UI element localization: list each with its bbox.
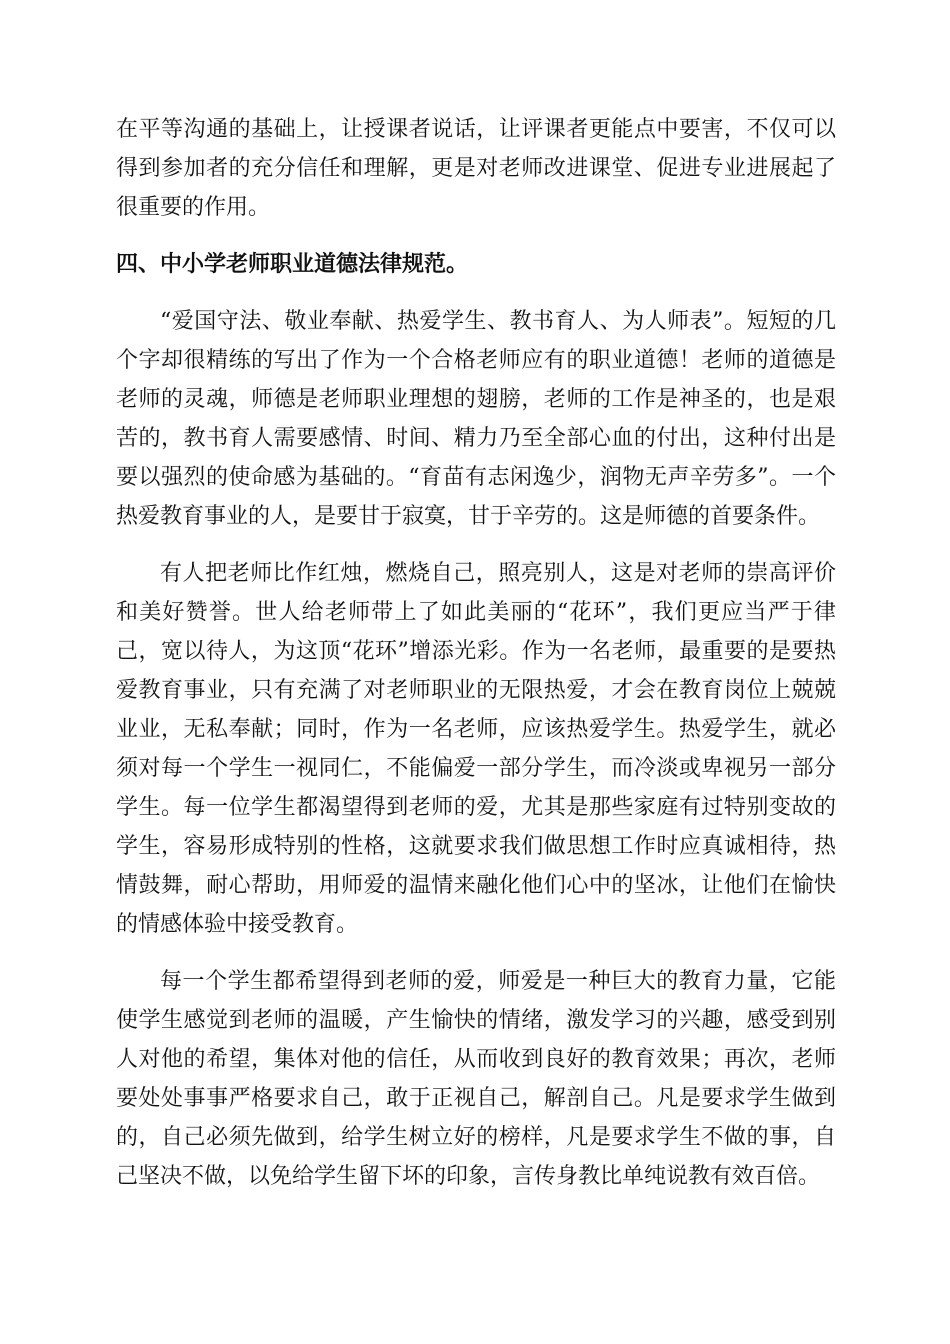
paragraph-intro: 在平等沟通的基础上，让授课者说话，让评课者更能点中要害，不仅可以得到参加者的充分信任和理解，更是对老师改进课堂、促进专业进展起了很重要的作用。 — [116, 117, 836, 220]
document-body — [116, 110, 836, 1214]
paragraph-teacher-love: 每一个学生都希望得到老师的爱，师爱是一种巨大的教育力量，它能使学生感觉到老师的温暖，产生愉快的情绪，激发学习的兴趣，感受到别人对他的希望，集体对他的信任，从而收到良好的教育效果；再次，老师要处处事事严格要求自己，敢于正视自己，解剖自己。凡是要求学生做到的，自己必须先做到，给学生树立好的榜样，凡是要求学生不做的事，自己坚决不做，以免给学生留下坏的印象，言传身教比单纯说教有效百倍。 — [116, 969, 836, 1189]
paragraph-red-candle: 有人把老师比作红烛，燃烧自己，照亮别人，这是对老师的崇高评价和美好赞誉。世人给老师带上了如此美丽的“花环”，我们更应当严于律己，宽以待人，为这顶“花环”增添光彩。作为一名老师，最重要的是要热爱教育事业，只有充满了对老师职业的无限热爱，才会在教育岗位上兢兢业业，无私奉献；同时，作为一名老师，应该热爱学生。热爱学生，就必须对每一个学生一视同仁，不能偏爱一部分学生，而冷淡或卑视另一部分学生。每一位学生都渴望得到老师的爱，尤其是那些家庭有过特别变故的学生，容易形成特别的性格，这就要求我们做思想工作时应真诚相待，热情鼓舞，耐心帮助，用师爱的温情来融化他们心中的坚冰，让他们在愉快的情感体验中接受教育。 — [116, 561, 836, 937]
paragraph-ethics-code: “爱国守法、敬业奉献、热爱学生、教书育人、为人师表”。短短的几个字却很精练的写出了作为一个合格老师应有的职业道德！老师的道德是老师的灵魂，师德是老师职业理想的翅膀，老师的工作是神圣的，也是艰苦的，教书育人需要感情、时间、精力乃至全部心血的付出，这种付出是要以强烈的使命感为基础的。“育苗有志闲逸少，润物无声辛劳多”。一个热爱教育事业的人，是要甘于寂寞，甘于辛劳的。这是师德的首要条件。 — [116, 309, 836, 529]
section-heading: 四、中小学老师职业道德法律规范。 — [116, 252, 469, 277]
